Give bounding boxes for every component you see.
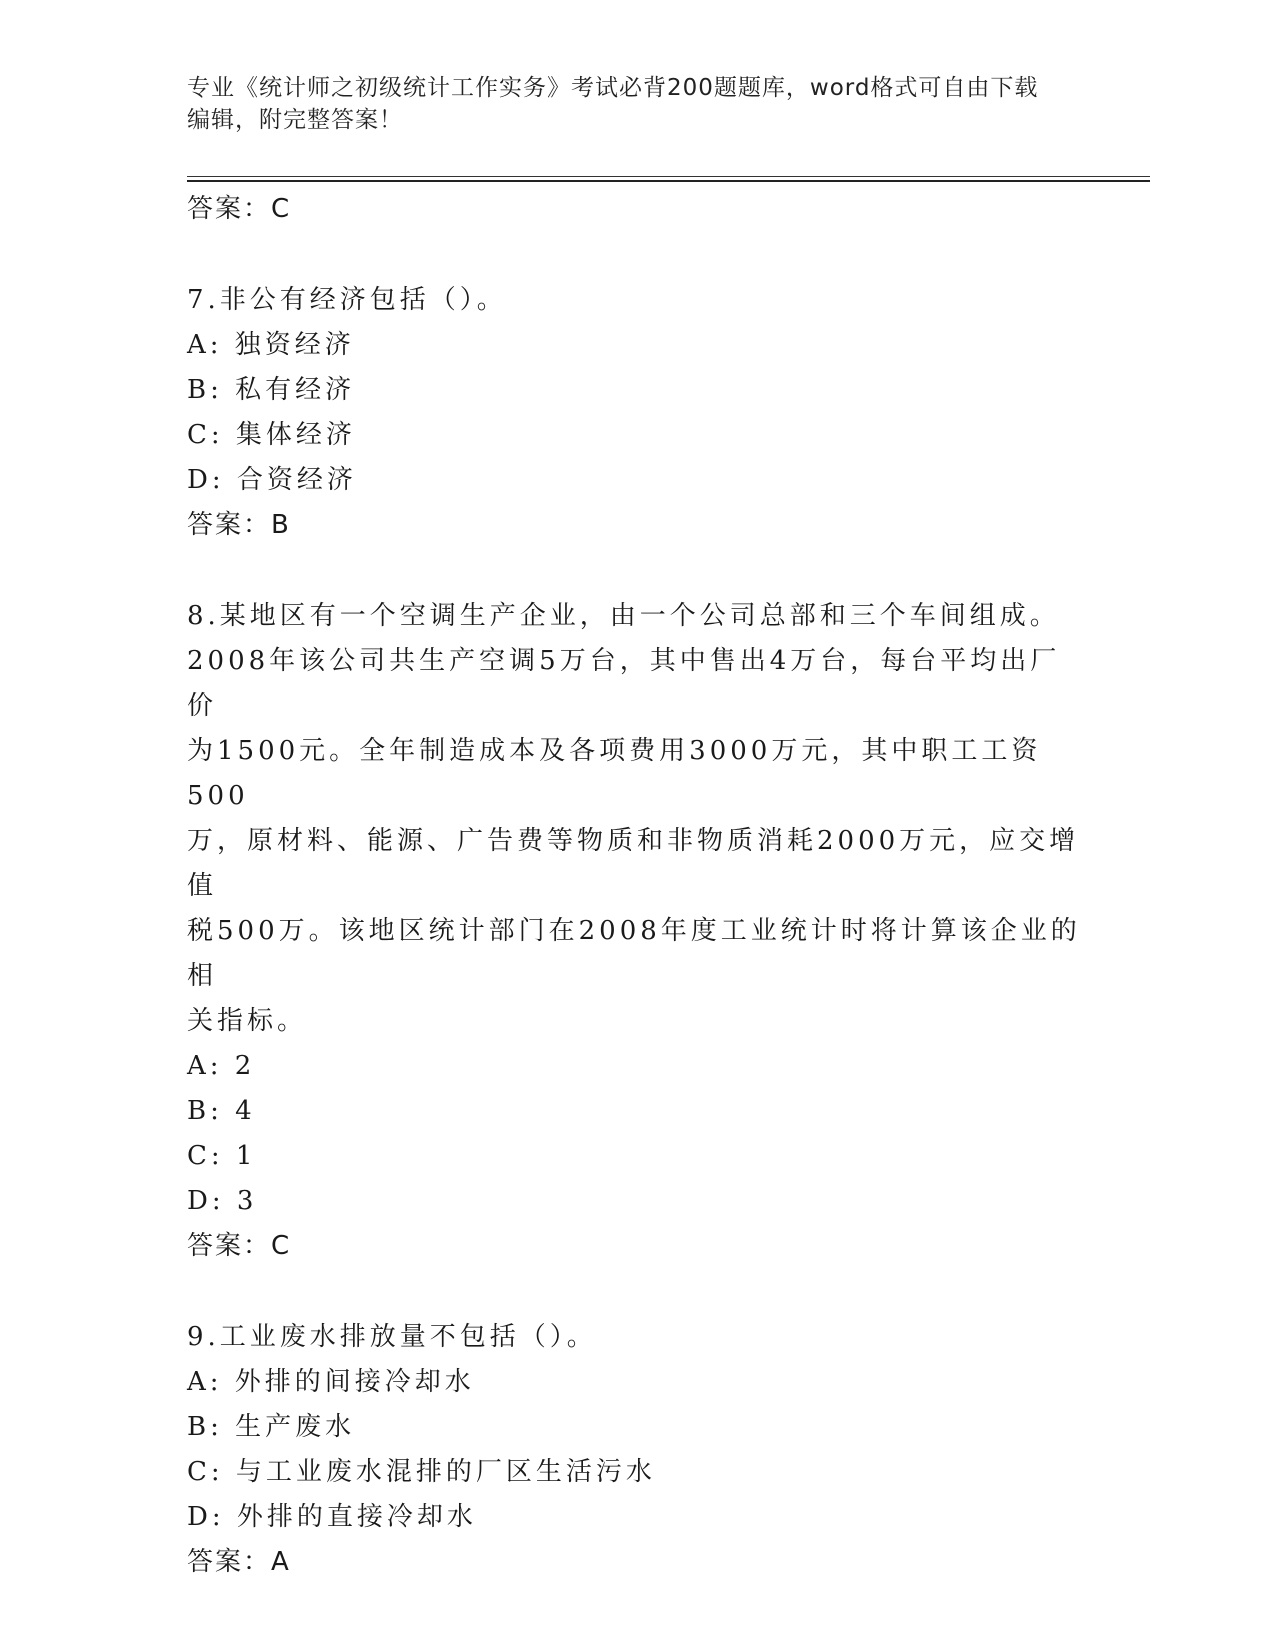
question-stem-line-4: 万，原材料、能源、广告费等物质和非物质消耗2000万元，应交增值 xyxy=(187,826,1080,901)
answer-value: B xyxy=(271,510,291,540)
document-body xyxy=(187,187,1087,1585)
header-line-2: 编辑，附完整答案！ xyxy=(187,107,403,133)
option-c: C: 1 xyxy=(187,1141,257,1171)
option-b: B: 生产废水 xyxy=(187,1412,356,1442)
answer-line xyxy=(187,187,1087,232)
header-divider-thick xyxy=(187,180,1150,182)
option-a: A: 独资经济 xyxy=(187,330,355,360)
question-stem-line-3: 为1500元。全年制造成本及各项费用3000万元，其中职工工资500 xyxy=(187,736,1042,811)
option-a: A: 外排的间接冷却水 xyxy=(187,1367,475,1397)
option-d: D: 合资经济 xyxy=(187,465,357,495)
question-7 xyxy=(187,278,1087,548)
option-d: D: 外排的直接冷却水 xyxy=(187,1502,477,1532)
header-line-1: 专业《统计师之初级统计工作实务》考试必背200题题库，word格式可自由下载 xyxy=(187,75,1039,101)
option-c: C: 集体经济 xyxy=(187,420,356,450)
answer-label: 答案： xyxy=(187,1547,272,1577)
question-stem-line-5: 税500万。该地区统计部门在2008年度工业统计时将计算该企业的相 xyxy=(187,916,1081,991)
document-header xyxy=(187,72,1067,136)
option-a: A: 2 xyxy=(187,1051,256,1081)
question-stem-line-1: 8.某地区有一个空调生产企业，由一个公司总部和三个车间组成。 xyxy=(187,601,1060,631)
answer-label: 答案： xyxy=(187,194,272,224)
option-b: B: 4 xyxy=(187,1096,256,1126)
question-stem: 9.工业废水排放量不包括（）。 xyxy=(187,1322,597,1352)
answer-line xyxy=(187,503,1087,548)
header-divider-thin xyxy=(187,176,1150,177)
answer-label: 答案： xyxy=(187,1231,272,1261)
answer-value: C xyxy=(271,1231,292,1261)
option-c: C: 与工业废水混排的厂区生活污水 xyxy=(187,1457,656,1487)
question-9 xyxy=(187,1315,1087,1585)
answer-line xyxy=(187,1224,1087,1269)
answer-value: C xyxy=(271,194,292,224)
answer-line xyxy=(187,1540,1087,1585)
answer-value: A xyxy=(271,1547,291,1577)
answer-label: 答案： xyxy=(187,510,272,540)
option-d: D: 3 xyxy=(187,1186,258,1216)
question-stem-line-2: 2008年该公司共生产空调5万台，其中售出4万台，每台平均出厂价 xyxy=(187,646,1061,721)
question-stem: 7.非公有经济包括（）。 xyxy=(187,285,507,315)
question-8 xyxy=(187,594,1087,1269)
option-b: B: 私有经济 xyxy=(187,375,356,405)
question-stem-line-6: 关指标。 xyxy=(187,1006,308,1036)
